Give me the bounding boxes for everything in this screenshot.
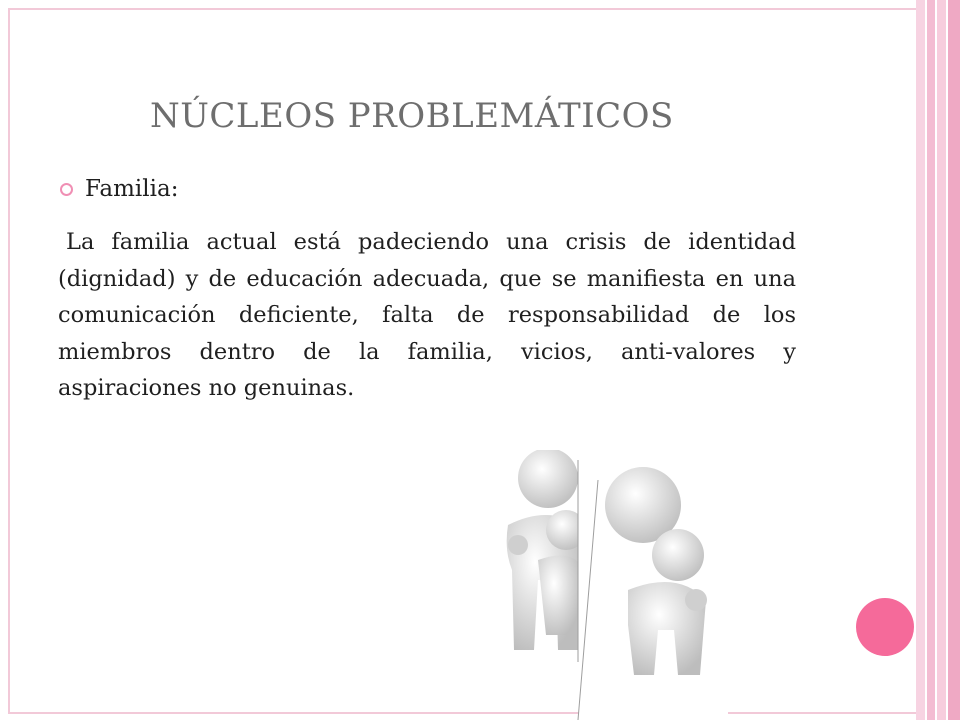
stripe [916,0,925,720]
body-paragraph: La familia actual está padeciendo una crisis de identidad (dignidad) y de educación adecuada, que se manifiesta en una comunicación deficiente, falta de responsabilidad de los miembros dentro de la familia, vicios, anti-valores y aspiraciones no genuinas. [58,229,796,401]
stripe [927,0,935,720]
stripe [937,0,946,720]
stripe [948,0,960,720]
decorative-stripes [916,0,960,720]
family-figures-icon [468,450,728,720]
broken-family-illustration [468,450,728,720]
bullet-label: Familia: [85,176,179,202]
accent-circle [856,598,914,656]
bullet-item [60,176,178,202]
circle-bullet-icon [60,183,73,196]
slide-title: NÚCLEOS PROBLEMÁTICOS [150,96,674,136]
